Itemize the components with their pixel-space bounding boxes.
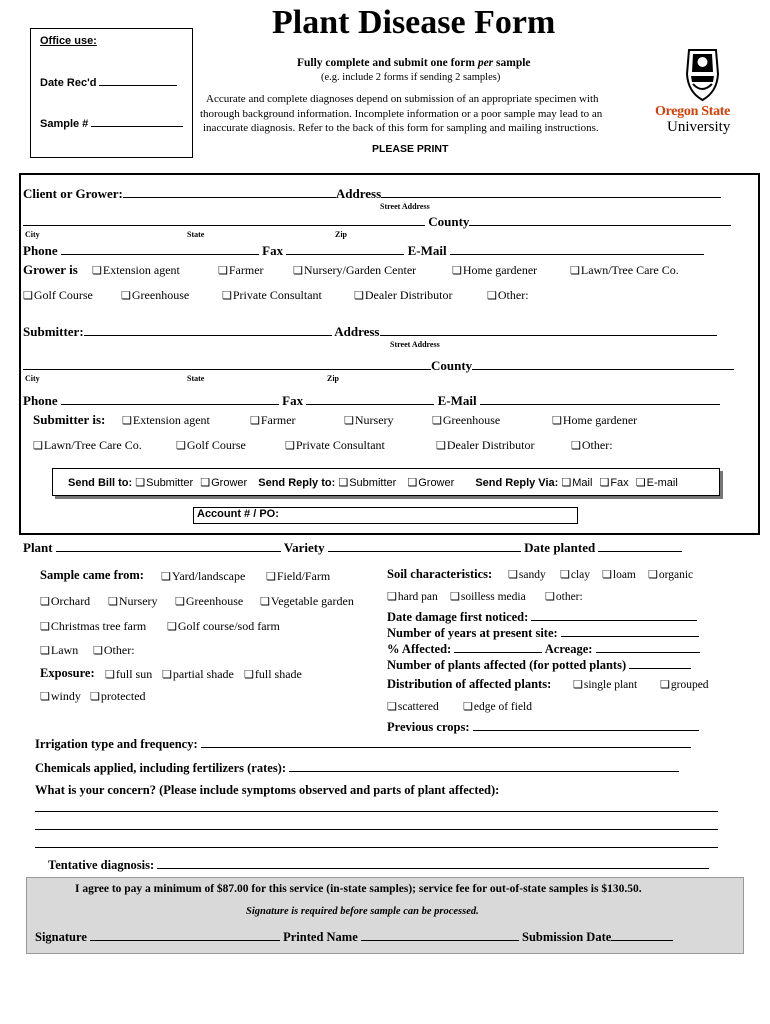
sample-option-nursery[interactable]: ❏ Nursery xyxy=(108,594,158,609)
submitter-email-field[interactable] xyxy=(480,392,720,405)
date-planted-field[interactable] xyxy=(598,539,682,552)
sample-option-other[interactable]: ❏ Other: xyxy=(93,643,135,658)
grower-option-dealer-distributor[interactable]: ❏ Dealer Distributor xyxy=(354,288,453,303)
office-use-box xyxy=(30,28,193,158)
submission-date-field[interactable] xyxy=(611,928,673,941)
sample-option-christmas-tree-farm[interactable]: ❏ Christmas tree farm xyxy=(40,619,146,634)
submitter-name-row: Submitter: Address xyxy=(23,323,717,340)
sample-number-field[interactable] xyxy=(91,114,183,127)
chemicals-row: Chemicals applied, including fertilizers (rates): xyxy=(35,759,679,776)
submit-instruction: Fully complete and submit one form per sample xyxy=(297,57,531,69)
grower-option-greenhouse[interactable]: ❏ Greenhouse xyxy=(121,288,189,303)
client-county-field[interactable] xyxy=(469,213,731,226)
client-address-field[interactable] xyxy=(381,185,721,198)
tentative-diagnosis-field[interactable] xyxy=(157,856,709,869)
reply-to-grower[interactable]: ❏ Grower xyxy=(407,477,454,489)
via-fax[interactable]: ❏ Fax xyxy=(599,477,628,489)
page-title: Plant Disease Form xyxy=(272,4,556,41)
example-note: (e.g. include 2 forms if sending 2 samples) xyxy=(321,72,501,83)
distribution-option-single-plant[interactable]: ❏ single plant xyxy=(573,678,637,691)
client-fax-field[interactable] xyxy=(286,242,404,255)
plant-row: Plant Variety Date planted xyxy=(23,539,682,556)
reply-to-submitter[interactable]: ❏ Submitter xyxy=(338,477,396,489)
client-street-address-caption: Street Address xyxy=(380,202,430,211)
intro-line-2: thorough background information. Incomplete information or a poor sample may lead to an xyxy=(200,108,603,120)
client-zip-caption: Zip xyxy=(335,230,348,239)
concern-line-3[interactable] xyxy=(35,847,718,848)
account-po-label: Account # / PO: xyxy=(197,508,279,520)
exposure-option-full-shade[interactable]: ❏ full shade xyxy=(244,667,302,682)
sample-number-label: Sample # xyxy=(40,114,183,130)
submitter-option-dealer-distributor[interactable]: ❏ Dealer Distributor xyxy=(436,438,535,453)
via-email[interactable]: ❏ E-mail xyxy=(636,477,678,489)
grower-option-farmer[interactable]: ❏ Farmer xyxy=(218,263,264,278)
intro-line-1: Accurate and complete diagnoses depend on submission of an appropriate specimen with xyxy=(206,93,599,105)
grower-option-private-consultant[interactable]: ❏ Private Consultant xyxy=(222,288,322,303)
client-city-state-zip-field[interactable] xyxy=(23,213,425,226)
grower-option-other[interactable]: ❏ Other: xyxy=(487,288,529,303)
soil-option-hard-pan[interactable]: ❏ hard pan xyxy=(387,590,438,603)
client-phone-field[interactable] xyxy=(61,242,259,255)
date-damage-field[interactable] xyxy=(531,608,697,621)
submitter-option-farmer[interactable]: ❏ Farmer xyxy=(250,413,296,428)
submitter-option-greenhouse[interactable]: ❏ Greenhouse xyxy=(432,413,500,428)
submitter-state-caption: State xyxy=(187,374,205,383)
via-mail[interactable]: ❏ Mail xyxy=(561,477,592,489)
tentative-diagnosis-row: Tentative diagnosis: xyxy=(48,856,709,873)
irrigation-row: Irrigation type and frequency: xyxy=(35,735,691,752)
sample-option-lawn[interactable]: ❏ Lawn xyxy=(40,643,78,658)
exposure-option-windy[interactable]: ❏ windy xyxy=(40,689,81,704)
grower-is-label: Grower is xyxy=(23,262,78,277)
variety-field[interactable] xyxy=(328,539,521,552)
date-received-label: Date Rec'd xyxy=(40,73,177,89)
submitter-option-golf-course[interactable]: ❏ Golf Course xyxy=(176,438,246,453)
submitter-phone-field[interactable] xyxy=(61,392,279,405)
distribution-option-edge-of-field[interactable]: ❏ edge of field xyxy=(463,700,532,713)
date-damage-row: Date damage first noticed: xyxy=(387,608,697,625)
soil-option-sandy[interactable]: ❏ sandy xyxy=(508,568,546,581)
soil-option-clay[interactable]: ❏ clay xyxy=(560,568,590,581)
acreage-field[interactable] xyxy=(596,640,700,653)
osu-seal-icon xyxy=(655,44,750,104)
logo-oregon-state: Oregon State xyxy=(655,104,731,119)
plants-affected-field[interactable] xyxy=(629,656,691,669)
submitter-city-state-zip-field[interactable] xyxy=(23,357,431,370)
submitter-option-lawn-tree-care[interactable]: ❏ Lawn/Tree Care Co. xyxy=(33,438,142,453)
exposure-option-full-sun[interactable]: ❏ full sun xyxy=(105,667,152,682)
client-phone-row: Phone Fax E-Mail xyxy=(23,242,704,259)
grower-option-lawn-tree-care[interactable]: ❏ Lawn/Tree Care Co. xyxy=(570,263,679,278)
logo-university: University xyxy=(667,119,731,135)
exposure-option-partial-shade[interactable]: ❏ partial shade xyxy=(162,667,234,682)
submitter-address-field[interactable] xyxy=(380,323,717,336)
submitter-county-row: County xyxy=(23,357,734,374)
soil-option-soilless-media[interactable]: ❏ soilless media xyxy=(450,590,526,603)
send-via-label: Send Reply Via: xyxy=(475,477,559,489)
submitter-option-extension-agent[interactable]: ❏ Extension agent xyxy=(122,413,210,428)
date-received-field[interactable] xyxy=(99,73,177,86)
percent-affected-row: % Affected: Acreage: xyxy=(387,640,700,657)
bill-to-grower[interactable]: ❏ Grower xyxy=(200,477,247,489)
previous-crops-row: Previous crops: xyxy=(387,718,699,735)
plant-field[interactable] xyxy=(56,539,281,552)
soil-characteristics-label: Soil characteristics: xyxy=(387,567,493,581)
send-reply-label: Send Reply to: xyxy=(258,477,336,489)
distribution-label: Distribution of affected plants: xyxy=(387,677,552,691)
client-city-caption: City xyxy=(25,230,40,239)
sample-option-greenhouse[interactable]: ❏ Greenhouse xyxy=(175,594,243,609)
grower-option-extension-agent[interactable]: ❏ Extension agent xyxy=(92,263,180,278)
percent-affected-field[interactable] xyxy=(454,640,542,653)
sample-came-from-label: Sample came from: xyxy=(40,568,144,582)
client-email-field[interactable] xyxy=(450,242,704,255)
submitter-zip-caption: Zip xyxy=(327,374,340,383)
years-present-field[interactable] xyxy=(561,624,699,637)
soil-option-organic[interactable]: ❏ organic xyxy=(648,568,693,581)
previous-crops-field[interactable] xyxy=(473,718,699,731)
client-state-caption: State xyxy=(187,230,205,239)
submitter-option-other[interactable]: ❏ Other: xyxy=(571,438,613,453)
exposure-label: Exposure: xyxy=(40,666,95,680)
signature-required-note: Signature is required before sample can be processed. xyxy=(246,906,479,917)
submitter-street-address-caption: Street Address xyxy=(390,340,440,349)
irrigation-field[interactable] xyxy=(201,735,691,748)
concern-line-2[interactable] xyxy=(35,829,718,830)
send-bill-label: Send Bill to: xyxy=(68,477,133,489)
years-present-row: Number of years at present site: xyxy=(387,624,699,641)
concern-label: What is your concern? (Please include symptoms observed and parts of plant affected): xyxy=(35,783,500,797)
soil-option-other[interactable]: ❏ other: xyxy=(545,590,583,603)
grower-option-nursery-garden-center[interactable]: ❏ Nursery/Garden Center xyxy=(293,263,416,278)
grower-option-home-gardener[interactable]: ❏ Home gardener xyxy=(452,263,537,278)
submitter-is-label: Submitter is: xyxy=(33,412,106,427)
soil-option-loam[interactable]: ❏ loam xyxy=(602,568,636,581)
agreement-text: I agree to pay a minimum of $87.00 for this service (in-state samples); service fee for out-of-state samples is $130.50. xyxy=(75,883,642,895)
chemicals-field[interactable] xyxy=(289,759,679,772)
sample-option-golf-course-sod-farm[interactable]: ❏ Golf course/sod farm xyxy=(167,619,280,634)
submitter-option-private-consultant[interactable]: ❏ Private Consultant xyxy=(285,438,385,453)
signature-row: Signature Printed Name Submission Date xyxy=(35,928,673,945)
concern-line-1[interactable] xyxy=(35,811,718,812)
sample-option-yard-landscape[interactable]: ❏ Yard/landscape xyxy=(161,569,245,584)
client-name-row: Client or Grower: Address xyxy=(23,185,721,202)
distribution-option-grouped[interactable]: ❏ grouped xyxy=(660,678,709,691)
office-use-title: Office use: xyxy=(40,35,97,47)
client-name-field[interactable] xyxy=(123,185,336,198)
signature-field[interactable] xyxy=(90,928,280,941)
sample-option-field-farm[interactable]: ❏ Field/Farm xyxy=(266,569,330,584)
plants-affected-row: Number of plants affected (for potted plants) xyxy=(387,656,691,673)
distribution-option-scattered[interactable]: ❏ scattered xyxy=(387,700,439,713)
grower-option-golf-course[interactable]: ❏ Golf Course xyxy=(23,288,93,303)
printed-name-field[interactable] xyxy=(361,928,519,941)
bill-to-submitter[interactable]: ❏ Submitter xyxy=(135,477,193,489)
submitter-city-caption: City xyxy=(25,374,40,383)
sample-option-orchard[interactable]: ❏ Orchard xyxy=(40,594,90,609)
sample-option-vegetable-garden[interactable]: ❏ Vegetable garden xyxy=(260,594,354,609)
submitter-option-nursery[interactable]: ❏ Nursery xyxy=(344,413,394,428)
osu-logo xyxy=(655,44,750,139)
submitter-option-home-gardener[interactable]: ❏ Home gardener xyxy=(552,413,637,428)
submitter-fax-field[interactable] xyxy=(306,392,434,405)
submitter-name-field[interactable] xyxy=(84,323,332,336)
client-county-row: County xyxy=(23,213,731,230)
exposure-option-protected[interactable]: ❏ protected xyxy=(90,689,146,704)
submitter-county-field[interactable] xyxy=(472,357,734,370)
billing-row xyxy=(68,476,678,489)
intro-line-3: inaccurate diagnosis. Refer to the back of this form for sampling and mailing instructions. xyxy=(203,122,599,134)
submitter-phone-row: Phone Fax E-Mail xyxy=(23,392,720,409)
please-print: PLEASE PRINT xyxy=(372,143,449,155)
